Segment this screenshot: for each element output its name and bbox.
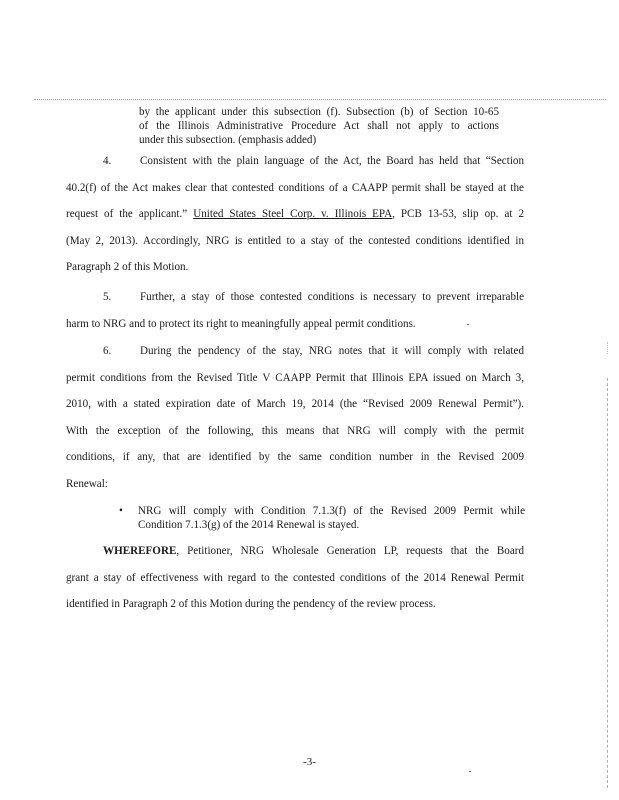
paragraph-number: 6.: [103, 345, 112, 357]
paragraph-text: , PCB 13-53, slip op. at 2: [392, 208, 525, 220]
statute-quote: [139, 105, 499, 147]
paragraph-line: harm to NRG and to protect its right to meaningfully appeal permit conditions.: [66, 317, 416, 330]
case-citation: United States Steel Corp. v. Illinois EPA: [193, 208, 393, 220]
paragraph-text: Further, a stay of those contested conditions is necessary to prevent irreparable: [140, 291, 524, 303]
wherefore-heading: WHEREFORE: [103, 545, 177, 557]
quote-line: of the Illinois Administrative Procedure Act shall not apply to actions: [139, 120, 499, 132]
paragraph-5: [66, 284, 524, 337]
paragraph-line: conditions, if any, that are identified by the same condition number in the Revised 2009: [66, 451, 524, 463]
paragraph-text: Consistent with the plain language of the Act, the Board has held that “Section: [140, 155, 524, 167]
paragraph-line: grant a stay of effectiveness with regard to the contested conditions of the 2014 Renewal Permit: [66, 571, 524, 584]
paragraph-number: 5.: [103, 291, 112, 303]
paragraph-number: 4.: [103, 155, 112, 167]
paragraph-line: [66, 284, 524, 311]
page-number: -3-: [303, 756, 316, 768]
paragraph-4: [66, 148, 524, 281]
paragraph-text: , Petitioner, NRG Wholesale Generation LP, requests that the Board: [176, 545, 524, 557]
paragraph-line: With the exception of the following, this means that NRG will comply with the permit: [66, 424, 524, 437]
bullet-line: Condition 7.1.3(g) of the 2014 Renewal is stayed.: [138, 519, 360, 531]
quote-line: by the applicant under this subsection (f). Subsection (b) of Section 10-65: [139, 106, 499, 118]
paragraph-line: [66, 538, 524, 565]
paragraph-line: 40.2(f) of the Act makes clear that contested conditions of a CAAPP permit shall be stayed at the: [66, 181, 524, 194]
paragraph-line: Paragraph 2 of this Motion.: [66, 261, 189, 273]
wherefore-clause: [66, 538, 524, 618]
paragraph-line: [66, 338, 524, 365]
paragraph-line: [66, 148, 524, 175]
scan-artifact-edge-mark: [607, 342, 608, 354]
scan-speck: [469, 771, 471, 772]
paragraph-text: During the pendency of the stay, NRG notes that it will comply with related: [140, 345, 524, 357]
paragraph-line: [66, 201, 524, 228]
paragraph-line: (May 2, 2013). Accordingly, NRG is entitled to a stay of the contested conditions identified in: [66, 234, 524, 247]
paragraph-text: request of the applicant.”: [66, 208, 194, 220]
paragraph-6: [66, 338, 524, 497]
paragraph-line: permit conditions from the Revised Title V CAAPP Permit that Illinois EPA issued on March 3,: [66, 371, 524, 384]
bullet-icon: •: [119, 505, 123, 517]
bullet-item: [119, 504, 525, 532]
paragraph-line: identified in Paragraph 2 of this Motion during the pendency of the review process.: [66, 598, 436, 610]
paragraph-line: Renewal:: [66, 477, 108, 490]
bullet-text: [138, 504, 525, 532]
quote-line: under this subsection. (emphasis added): [139, 134, 317, 146]
paragraph-line: 2010, with a stated expiration date of March 19, 2014 (the “Revised 2009 Renewal Permit”).: [66, 398, 524, 410]
bullet-line: NRG will comply with Condition 7.1.3(f) of the Revised 2009 Permit while: [138, 505, 525, 517]
scan-artifact-right-edge: [607, 378, 608, 788]
scan-artifact-dotted-line: [34, 99, 606, 100]
